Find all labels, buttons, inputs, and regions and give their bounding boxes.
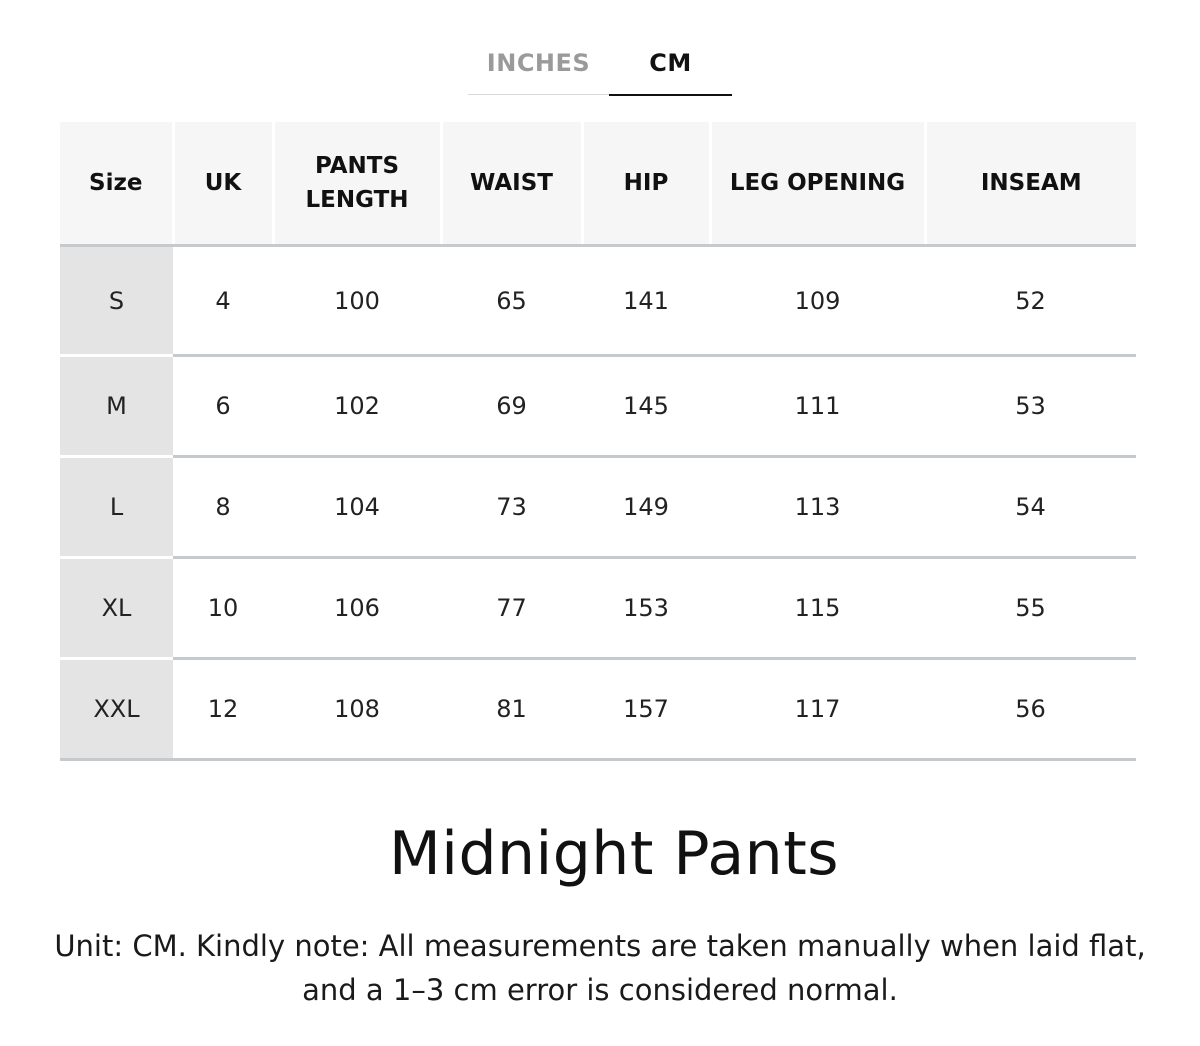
leg-opening-cell: 109 — [710, 246, 925, 356]
table-row — [60, 558, 1136, 659]
size-chart-table — [60, 122, 1136, 761]
size-cell: M — [60, 356, 173, 457]
header-uk: UK — [173, 122, 273, 246]
table-row — [60, 356, 1136, 457]
inseam-cell: 56 — [925, 659, 1136, 760]
leg-opening-cell: 111 — [710, 356, 925, 457]
inseam-cell: 55 — [925, 558, 1136, 659]
pants-length-cell: 102 — [273, 356, 441, 457]
waist-cell: 81 — [441, 659, 582, 760]
uk-cell: 8 — [173, 457, 273, 558]
uk-cell: 10 — [173, 558, 273, 659]
tab-inches[interactable]: INCHES — [486, 49, 591, 77]
table-row — [60, 457, 1136, 558]
uk-cell: 6 — [173, 356, 273, 457]
waist-cell: 73 — [441, 457, 582, 558]
size-cell: XXL — [60, 659, 173, 760]
waist-cell: 77 — [441, 558, 582, 659]
leg-opening-cell: 115 — [710, 558, 925, 659]
product-title: Midnight Pants — [389, 819, 839, 889]
uk-cell: 4 — [173, 246, 273, 356]
hip-cell: 153 — [582, 558, 710, 659]
header-leg-opening: LEG OPENING — [710, 122, 925, 246]
hip-cell: 141 — [582, 246, 710, 356]
pants-length-cell: 100 — [273, 246, 441, 356]
header-pants-length-label: PANTS LENGTH — [305, 153, 409, 213]
waist-cell: 69 — [441, 356, 582, 457]
waist-cell: 65 — [441, 246, 582, 356]
tab-cm[interactable]: CM — [609, 40, 732, 96]
header-waist: WAIST — [441, 122, 582, 246]
header-inseam: INSEAM — [925, 122, 1136, 246]
table-row — [60, 246, 1136, 356]
header-pants-length — [273, 122, 441, 246]
size-cell: S — [60, 246, 173, 356]
table-row — [60, 659, 1136, 760]
size-cell: XL — [60, 558, 173, 659]
inseam-cell: 54 — [925, 457, 1136, 558]
hip-cell: 149 — [582, 457, 710, 558]
leg-opening-cell: 117 — [710, 659, 925, 760]
pants-length-cell: 104 — [273, 457, 441, 558]
inseam-cell: 52 — [925, 246, 1136, 356]
measurement-note: Unit: CM. Kindly note: All measurements are taken manually when laid flat, and a 1–3 cm error is considered normal. — [54, 929, 1146, 1007]
hip-cell: 145 — [582, 356, 710, 457]
header-hip: HIP — [582, 122, 710, 246]
hip-cell: 157 — [582, 659, 710, 760]
leg-opening-cell: 113 — [710, 457, 925, 558]
pants-length-cell: 106 — [273, 558, 441, 659]
uk-cell: 12 — [173, 659, 273, 760]
size-cell: L — [60, 457, 173, 558]
table-header-row — [60, 122, 1136, 246]
inseam-cell: 53 — [925, 356, 1136, 457]
unit-tabs — [468, 40, 732, 96]
header-size: Size — [60, 122, 173, 246]
pants-length-cell: 108 — [273, 659, 441, 760]
